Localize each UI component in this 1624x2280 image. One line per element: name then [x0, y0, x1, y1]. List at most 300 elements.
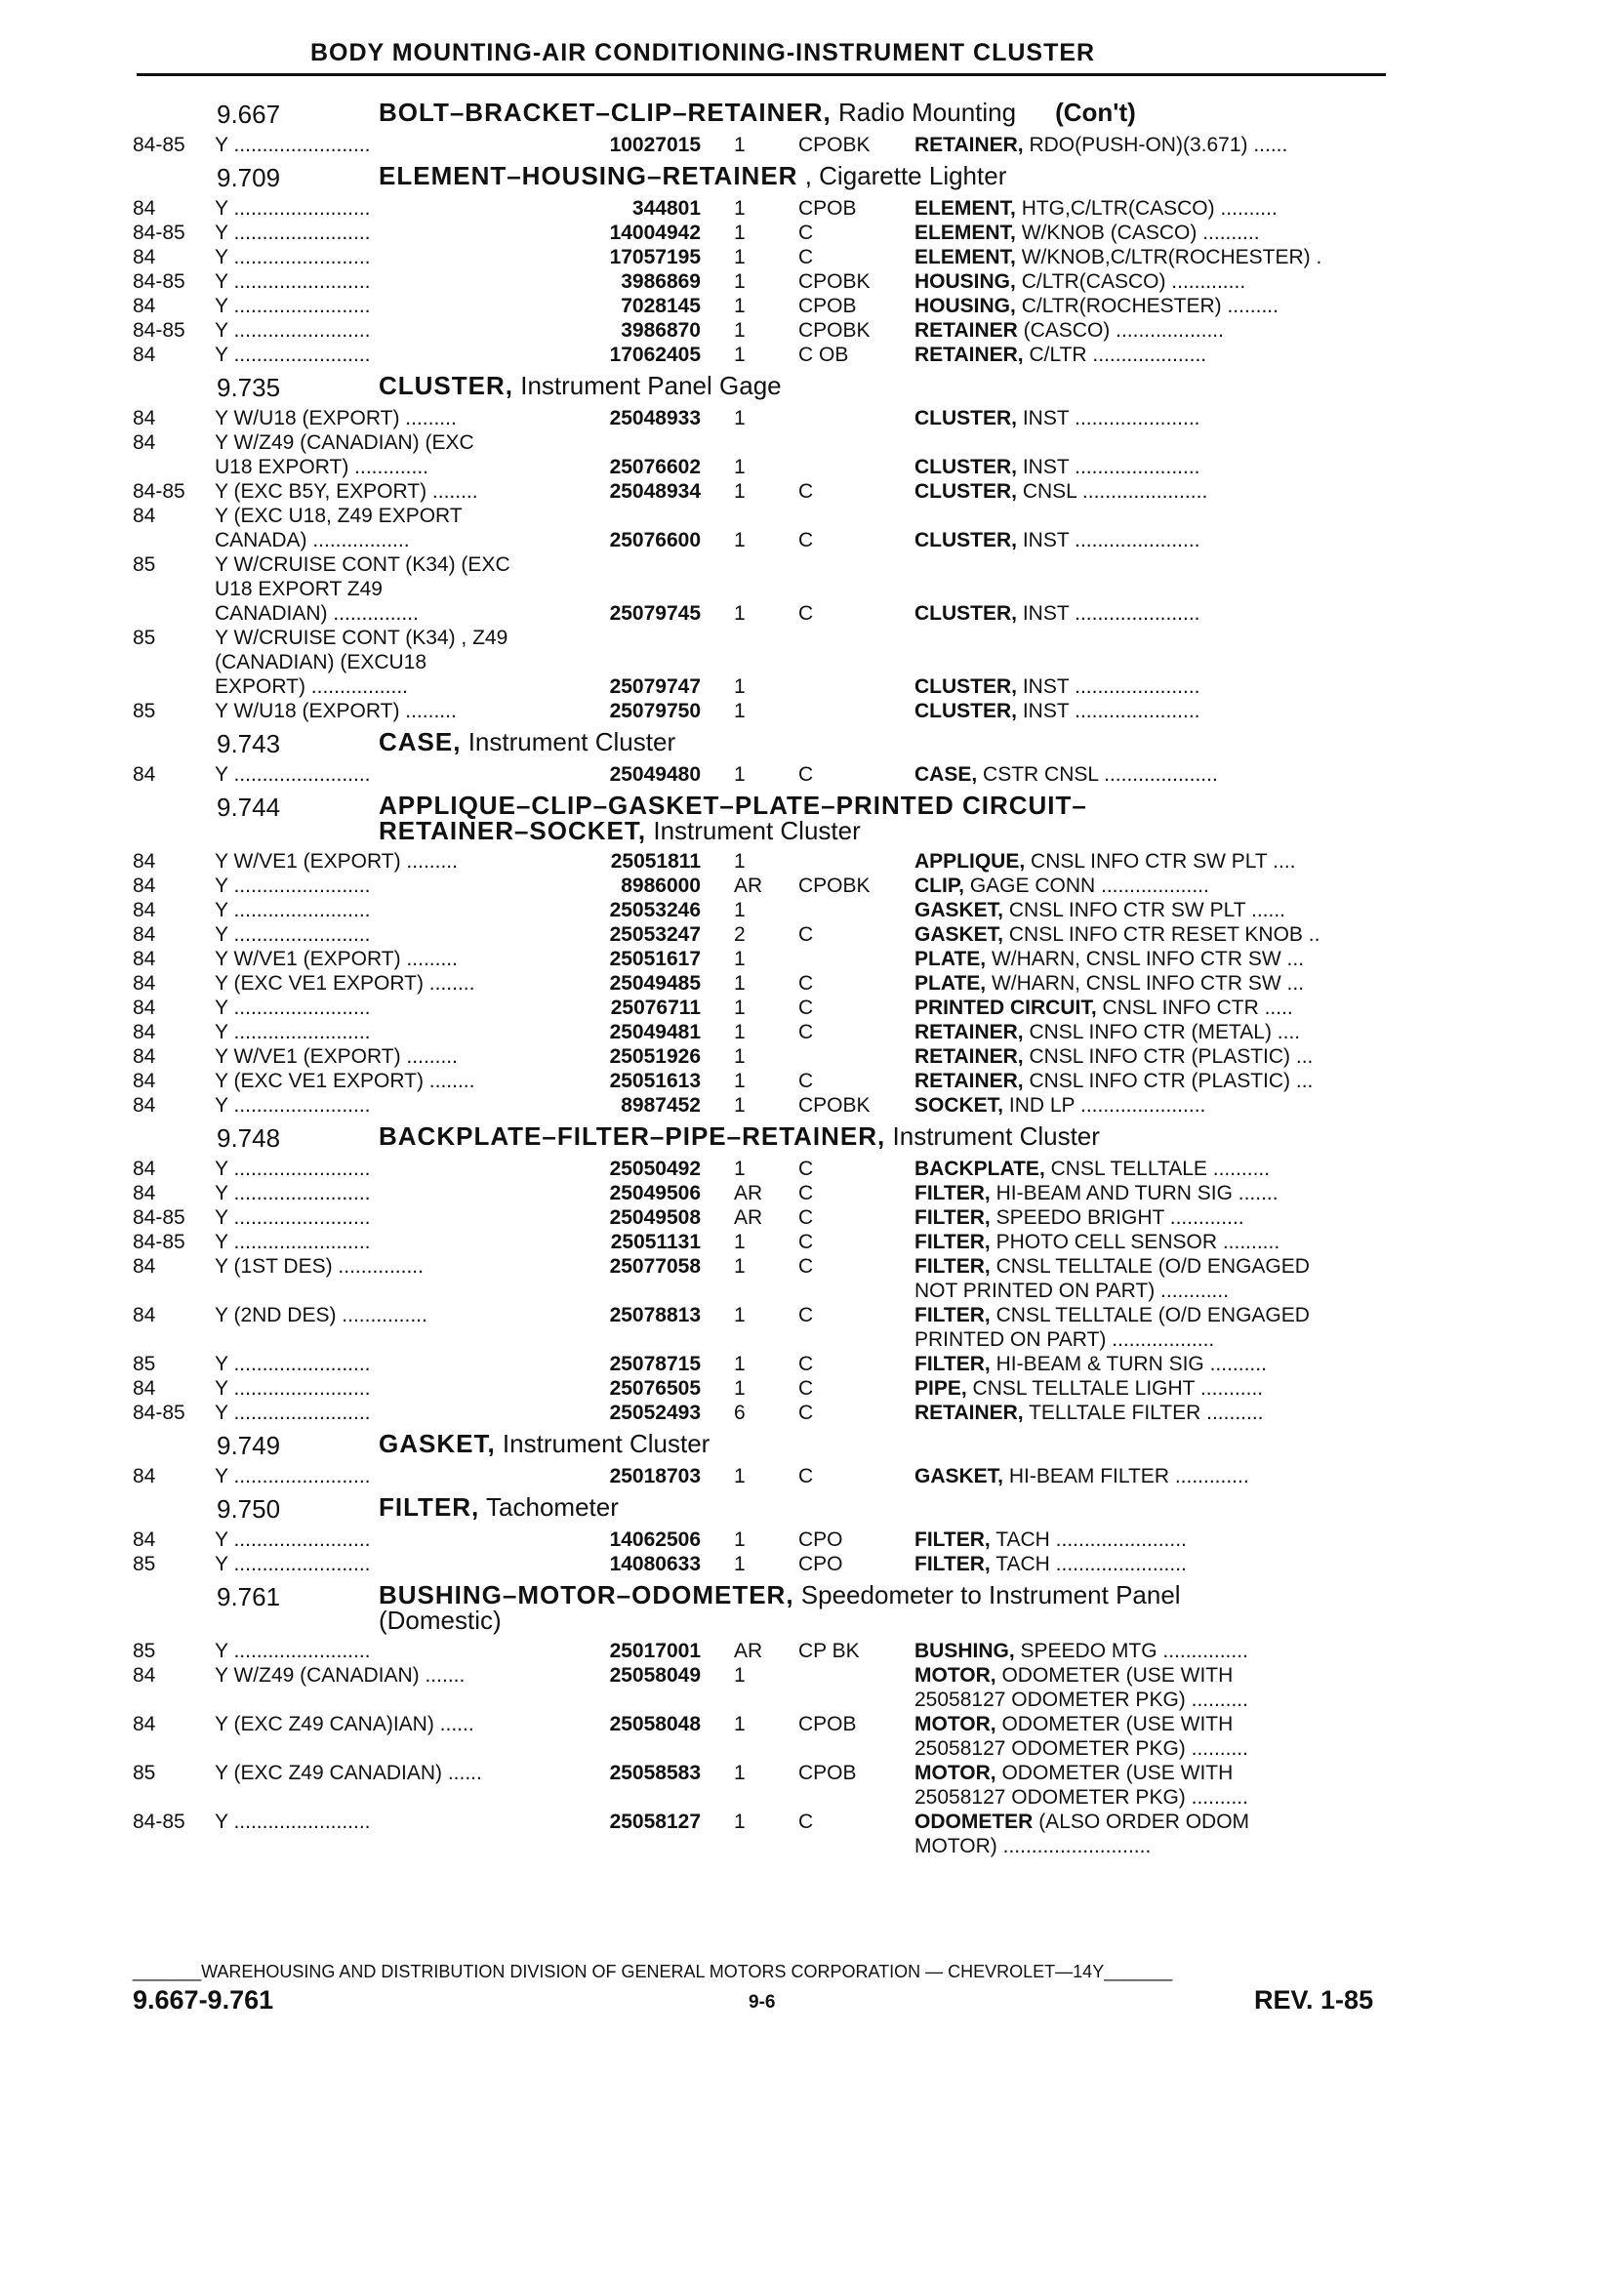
model-application: Y ........................ [215, 1811, 371, 1833]
part-number: 25018703 [609, 1465, 701, 1487]
part-detail: TACH ....................... [995, 1553, 1187, 1575]
quantity: 1 [734, 295, 746, 317]
part-number: 25053246 [609, 899, 701, 921]
part-description [914, 1810, 1391, 1834]
part-description [914, 455, 1391, 479]
part-detail: C/LTR(ROCHESTER) ......... [1021, 295, 1279, 317]
section-title-parts: APPLIQUE–CLIP–GASKET–PLATE–PRINTED CIRCUIT– [379, 791, 1087, 820]
quantity: 1 [734, 1553, 746, 1575]
part-detail: ODOMETER (USE WITH [1001, 1762, 1234, 1784]
part-detail: CNSL INFO CTR SW PLT ...... [1008, 899, 1286, 921]
model-year: 85 [133, 1762, 156, 1784]
part-description [914, 898, 1391, 922]
part-detail: CNSL INFO CTR RESET KNOB .. [1008, 923, 1320, 946]
model-application: Y W/Z49 (CANADIAN) (EXC [215, 431, 474, 454]
part-detail: W/HARN, CNSL INFO CTR SW ... [991, 948, 1305, 970]
part-row [0, 528, 1624, 552]
quantity: 1 [734, 319, 746, 342]
part-name: FILTER, [914, 1353, 991, 1375]
model-application: Y ........................ [215, 246, 371, 268]
quantity: 6 [734, 1402, 746, 1424]
model-application: Y ........................ [215, 344, 371, 366]
part-name: RETAINER, [914, 344, 1024, 366]
part-description [914, 849, 1391, 874]
part-number: 25079747 [609, 675, 701, 698]
model-year: 84-85 [133, 134, 185, 156]
part-row [0, 1761, 1624, 1785]
part-detail: CNSL TELLTALE (O/D ENGAGED [995, 1304, 1310, 1326]
part-row [0, 1303, 1624, 1327]
part-number: 25079750 [609, 700, 701, 722]
part-detail: TELLTALE FILTER .......... [1029, 1402, 1264, 1424]
model-application: Y (EXC Z49 CANA)IAN) ...... [215, 1713, 474, 1735]
part-name: RETAINER, [914, 1070, 1024, 1092]
source-code: C [798, 1304, 814, 1326]
source-code: C [798, 1070, 814, 1092]
part-name: ELEMENT, [914, 197, 1016, 220]
model-application: Y W/Z49 (CANADIAN) ....... [215, 1664, 466, 1687]
section-header [0, 729, 1624, 762]
model-year: 84 [133, 1021, 156, 1043]
part-row [0, 1254, 1624, 1279]
quantity: 1 [734, 344, 746, 366]
source-code: C [798, 763, 814, 786]
part-detail: W/KNOB,C/LTR(ROCHESTER) . [1021, 246, 1322, 268]
part-row [0, 552, 1624, 577]
part-detail: CNSL INFO CTR (PLASTIC) ... [1029, 1045, 1314, 1068]
model-application: Y ........................ [215, 997, 371, 1019]
part-number: 25051926 [609, 1045, 701, 1068]
part-name: FILTER, [914, 1553, 991, 1575]
part-description [914, 874, 1391, 898]
part-description [914, 1834, 1391, 1858]
quantity: 1 [734, 1070, 746, 1092]
quantity: 1 [734, 1528, 746, 1551]
quantity: 1 [734, 602, 746, 625]
part-number: 25058583 [609, 1762, 701, 1784]
part-description [914, 1205, 1391, 1230]
source-code: C [798, 480, 814, 503]
part-description [914, 1254, 1391, 1279]
model-year: 84 [133, 1094, 156, 1117]
part-detail: TACH ....................... [995, 1528, 1187, 1551]
model-year: 84 [133, 997, 156, 1019]
part-detail: HTG,C/LTR(CASCO) .......... [1021, 197, 1278, 220]
model-year: 84-85 [133, 1402, 185, 1424]
part-detail: NOT PRINTED ON PART) ............ [914, 1280, 1230, 1302]
source-code: C [798, 1206, 814, 1229]
model-year: 84 [133, 875, 156, 897]
part-description [914, 294, 1391, 318]
part-number: 25048934 [609, 480, 701, 503]
model-application: Y ........................ [215, 1528, 371, 1551]
part-name: CLUSTER, [914, 407, 1017, 429]
part-description [914, 343, 1391, 367]
model-year: 85 [133, 1640, 156, 1662]
part-detail: ODOMETER (USE WITH [1001, 1713, 1234, 1735]
part-number: 25078813 [609, 1304, 701, 1326]
part-number: 25077058 [609, 1255, 701, 1278]
model-year: 84 [133, 197, 156, 220]
part-description [914, 922, 1391, 947]
part-description [914, 269, 1391, 294]
part-number: 25076600 [609, 529, 701, 551]
section-title-application: Instrument Cluster [653, 816, 861, 845]
part-number: 25058048 [609, 1713, 701, 1735]
part-row [0, 318, 1624, 343]
quantity: 1 [734, 972, 746, 995]
part-name: ELEMENT, [914, 246, 1016, 268]
part-number: 25052493 [609, 1402, 701, 1424]
source-code: C [798, 1255, 814, 1278]
model-application: Y ........................ [215, 763, 371, 786]
source-code: CPOBK [798, 875, 871, 897]
part-row [0, 971, 1624, 996]
part-number: 7028145 [621, 295, 701, 317]
section-number: 9.735 [217, 373, 281, 402]
quantity: 1 [734, 1021, 746, 1043]
part-row [0, 762, 1624, 787]
section-title-parts: BOLT–BRACKET–CLIP–RETAINER, [379, 98, 832, 127]
part-description [914, 971, 1391, 996]
section-title-parts: FILTER, [379, 1492, 480, 1522]
quantity: AR [734, 1182, 763, 1204]
part-row [0, 674, 1624, 699]
part-description [914, 528, 1391, 552]
source-code: C [798, 923, 814, 946]
part-row [0, 1401, 1624, 1425]
model-application: Y ........................ [215, 875, 371, 897]
part-row [0, 406, 1624, 430]
section-title-application: Instrument Cluster [467, 727, 676, 756]
part-detail: INST ...................... [1022, 675, 1200, 698]
model-year: 84 [133, 763, 156, 786]
part-description [914, 1020, 1391, 1044]
model-application: Y (2ND DES) ............... [215, 1304, 427, 1326]
model-year: 85 [133, 553, 156, 576]
part-detail: 25058127 ODOMETER PKG) .......... [914, 1737, 1248, 1760]
model-application: Y ........................ [215, 1158, 371, 1180]
section-number: 9.743 [217, 729, 281, 758]
part-row [0, 1069, 1624, 1093]
model-application: Y ........................ [215, 1353, 371, 1375]
part-number: 25049481 [609, 1021, 701, 1043]
model-year: 84 [133, 344, 156, 366]
part-number: 14062506 [609, 1528, 701, 1551]
section-header [0, 793, 1624, 849]
section-title-parts: BACKPLATE–FILTER–PIPE–RETAINER, [379, 1121, 886, 1151]
quantity: 1 [734, 948, 746, 970]
source-code: CPOB [798, 197, 857, 220]
section-title-application-line2: (Domestic) [379, 1606, 502, 1635]
part-number: 25076602 [609, 456, 701, 478]
part-row [0, 245, 1624, 269]
part-detail: CNSL INFO CTR ..... [1102, 997, 1293, 1019]
part-row [0, 1552, 1624, 1576]
part-detail: HI-BEAM FILTER ............. [1008, 1465, 1249, 1487]
part-description [914, 947, 1391, 971]
part-row [0, 221, 1624, 245]
part-name: PLATE, [914, 972, 987, 995]
part-description [914, 1069, 1391, 1093]
model-application: Y ........................ [215, 899, 371, 921]
quantity: 1 [734, 1353, 746, 1375]
model-year: 84 [133, 1713, 156, 1735]
part-description [914, 699, 1391, 723]
quantity: 1 [734, 700, 746, 722]
section-header [0, 1431, 1624, 1464]
part-number: 8986000 [621, 875, 701, 897]
part-row [0, 430, 1624, 455]
part-name: APPLIQUE, [914, 850, 1026, 873]
part-description [914, 1464, 1391, 1488]
model-year: 84 [133, 407, 156, 429]
section-title-application: Tachometer [486, 1492, 619, 1522]
quantity: 1 [734, 480, 746, 503]
part-name: PLATE, [914, 948, 987, 970]
model-year: 84 [133, 1664, 156, 1687]
section-title [379, 1123, 1100, 1149]
quantity: 1 [734, 1158, 746, 1180]
model-year: 84-85 [133, 270, 185, 293]
part-description [914, 318, 1391, 343]
section-number: 9.749 [217, 1431, 281, 1460]
source-code: C [798, 1182, 814, 1204]
part-row [0, 922, 1624, 947]
part-row [0, 577, 1624, 601]
part-detail: GAGE CONN ................... [969, 875, 1209, 897]
section-title-parts: GASKET, [379, 1429, 496, 1458]
part-description [914, 196, 1391, 221]
model-year: 84 [133, 1465, 156, 1487]
model-application: Y ........................ [215, 222, 371, 244]
part-row [0, 1352, 1624, 1376]
part-name: SOCKET, [914, 1094, 1004, 1117]
part-number: 14080633 [609, 1553, 701, 1575]
model-year: 84-85 [133, 1811, 185, 1833]
section-title-parts: CLUSTER, [379, 371, 513, 400]
section-header [0, 1494, 1624, 1527]
part-detail: (ALSO ORDER ODOM [1038, 1811, 1250, 1833]
part-number: 25049508 [609, 1206, 701, 1229]
section-number: 9.748 [217, 1123, 281, 1153]
quantity: 1 [734, 997, 746, 1019]
section-title [379, 100, 1136, 125]
part-number: 344801 [631, 197, 701, 220]
part-detail: CNSL TELLTALE (O/D ENGAGED [995, 1255, 1310, 1278]
quantity: 1 [734, 222, 746, 244]
part-row [0, 699, 1624, 723]
part-row [0, 1181, 1624, 1205]
model-year: 85 [133, 1353, 156, 1375]
part-row [0, 1527, 1624, 1552]
part-row [0, 133, 1624, 157]
part-row [0, 1736, 1624, 1761]
part-description [914, 406, 1391, 430]
section-title [379, 373, 782, 398]
quantity: 1 [734, 1762, 746, 1784]
part-name: MOTOR, [914, 1664, 996, 1687]
model-year: 84 [133, 1182, 156, 1204]
section-title-parts: BUSHING–MOTOR–ODOMETER, [379, 1580, 794, 1609]
section-title [379, 1582, 1181, 1633]
model-year: 84 [133, 1045, 156, 1068]
part-description [914, 1401, 1391, 1425]
part-name: FILTER, [914, 1528, 991, 1551]
part-name: MOTOR, [914, 1713, 996, 1735]
part-name: FILTER, [914, 1231, 991, 1253]
part-name: CLUSTER, [914, 529, 1017, 551]
model-year: 84 [133, 505, 156, 527]
part-detail: (CASCO) ................... [1023, 319, 1224, 342]
model-year: 84 [133, 899, 156, 921]
part-name: ODOMETER [914, 1811, 1034, 1833]
part-description [914, 1761, 1391, 1785]
model-year: 84 [133, 972, 156, 995]
part-description [914, 1552, 1391, 1576]
part-row [0, 479, 1624, 504]
part-name: PRINTED CIRCUIT, [914, 997, 1097, 1019]
section-title-application: Instrument Cluster [502, 1429, 710, 1458]
part-detail: INST ...................... [1022, 602, 1200, 625]
part-description [914, 1712, 1391, 1736]
part-number: 14004942 [609, 222, 701, 244]
section-title-parts: CASE, [379, 727, 462, 756]
source-code: C OB [798, 344, 849, 366]
source-code: C [798, 1377, 814, 1400]
part-name: RETAINER [914, 319, 1018, 342]
part-row [0, 1020, 1624, 1044]
model-application: Y (EXC VE1 EXPORT) ........ [215, 972, 475, 995]
part-detail: C/LTR(CASCO) ............. [1021, 270, 1246, 293]
section-header [0, 163, 1624, 196]
model-year: 84-85 [133, 1231, 185, 1253]
model-application: Y ........................ [215, 1553, 371, 1575]
part-detail: CNSL INFO CTR SW PLT .... [1031, 850, 1296, 873]
model-application: Y (EXC Z49 CANADIAN) ...... [215, 1762, 482, 1784]
model-application: Y ........................ [215, 1182, 371, 1204]
part-number: 3986869 [621, 270, 701, 293]
part-number: 8987452 [621, 1094, 701, 1117]
part-detail: 25058127 ODOMETER PKG) .......... [914, 1786, 1248, 1809]
part-name: CLUSTER, [914, 602, 1017, 625]
part-row [0, 1639, 1624, 1663]
part-row [0, 196, 1624, 221]
footer-section-range: 9.667-9.761 [133, 1985, 274, 2015]
model-year: 85 [133, 1553, 156, 1575]
section-header [0, 100, 1624, 133]
quantity: 1 [734, 529, 746, 551]
part-detail: C/LTR .................... [1029, 344, 1207, 366]
section-number: 9.761 [217, 1582, 281, 1611]
part-description [914, 1157, 1391, 1181]
part-detail: PHOTO CELL SENSOR .......... [995, 1231, 1280, 1253]
part-description [914, 1044, 1391, 1069]
part-description [914, 1376, 1391, 1401]
part-name: CASE, [914, 763, 978, 786]
model-application: Y W/VE1 (EXPORT) ......... [215, 948, 458, 970]
model-application: Y ........................ [215, 295, 371, 317]
part-description [914, 1279, 1391, 1303]
source-code: CPOBK [798, 319, 871, 342]
part-detail: INST ...................... [1022, 456, 1200, 478]
part-detail: INST ...................... [1022, 407, 1200, 429]
model-application: Y ........................ [215, 923, 371, 946]
part-detail: INST ...................... [1022, 700, 1200, 722]
section-title [379, 163, 1006, 188]
source-code: C [798, 246, 814, 268]
model-year: 84 [133, 1158, 156, 1180]
model-year: 84 [133, 850, 156, 873]
section-title-application: Speedometer to Instrument Panel [800, 1580, 1181, 1609]
part-detail: INST ...................... [1022, 529, 1200, 551]
part-row [0, 650, 1624, 674]
part-row [0, 947, 1624, 971]
part-name: RETAINER, [914, 1402, 1024, 1424]
part-name: GASKET, [914, 1465, 1004, 1487]
part-row [0, 1376, 1624, 1401]
quantity: AR [734, 875, 763, 897]
part-row [0, 343, 1624, 367]
part-detail: HI-BEAM AND TURN SIG ....... [995, 1182, 1279, 1204]
part-name: GASKET, [914, 899, 1004, 921]
source-code: C [798, 1231, 814, 1253]
model-year: 84 [133, 1528, 156, 1551]
part-number: 25051613 [609, 1070, 701, 1092]
quantity: AR [734, 1206, 763, 1229]
part-number: 25050492 [609, 1158, 701, 1180]
part-name: FILTER, [914, 1255, 991, 1278]
model-year: 85 [133, 627, 156, 649]
part-row [0, 1157, 1624, 1181]
section-continued-label: (Con't) [1055, 98, 1136, 127]
model-application: Y ........................ [215, 1640, 371, 1662]
part-number: 25076505 [609, 1377, 701, 1400]
quantity: 2 [734, 923, 746, 946]
source-code: CPOB [798, 1713, 857, 1735]
quantity: 1 [734, 456, 746, 478]
part-name: CLIP, [914, 875, 964, 897]
part-row [0, 898, 1624, 922]
section-title [379, 1431, 710, 1456]
footer-page-number: 9-6 [749, 1992, 776, 2013]
quantity: 1 [734, 1664, 746, 1687]
model-application: Y W/VE1 (EXPORT) ......... [215, 1045, 458, 1068]
model-year: 84-85 [133, 319, 185, 342]
part-number: 25078715 [609, 1353, 701, 1375]
model-year: 84-85 [133, 1206, 185, 1229]
source-code: CPO [798, 1553, 843, 1575]
model-application: Y W/VE1 (EXPORT) ......... [215, 850, 458, 873]
section-number: 9.667 [217, 100, 281, 129]
part-row [0, 1464, 1624, 1488]
part-detail: ODOMETER (USE WITH [1001, 1664, 1234, 1687]
model-year: 84 [133, 923, 156, 946]
header-rule [137, 73, 1386, 76]
part-name: RETAINER, [914, 1021, 1024, 1043]
part-description [914, 674, 1391, 699]
section-title-parts: ELEMENT–HOUSING–RETAINER [379, 161, 798, 190]
part-row [0, 874, 1624, 898]
part-description [914, 221, 1391, 245]
part-description [914, 1527, 1391, 1552]
part-row [0, 601, 1624, 626]
quantity: 1 [734, 407, 746, 429]
part-number: 25051617 [609, 948, 701, 970]
model-year: 84-85 [133, 480, 185, 503]
source-code: CPOB [798, 295, 857, 317]
part-row [0, 294, 1624, 318]
